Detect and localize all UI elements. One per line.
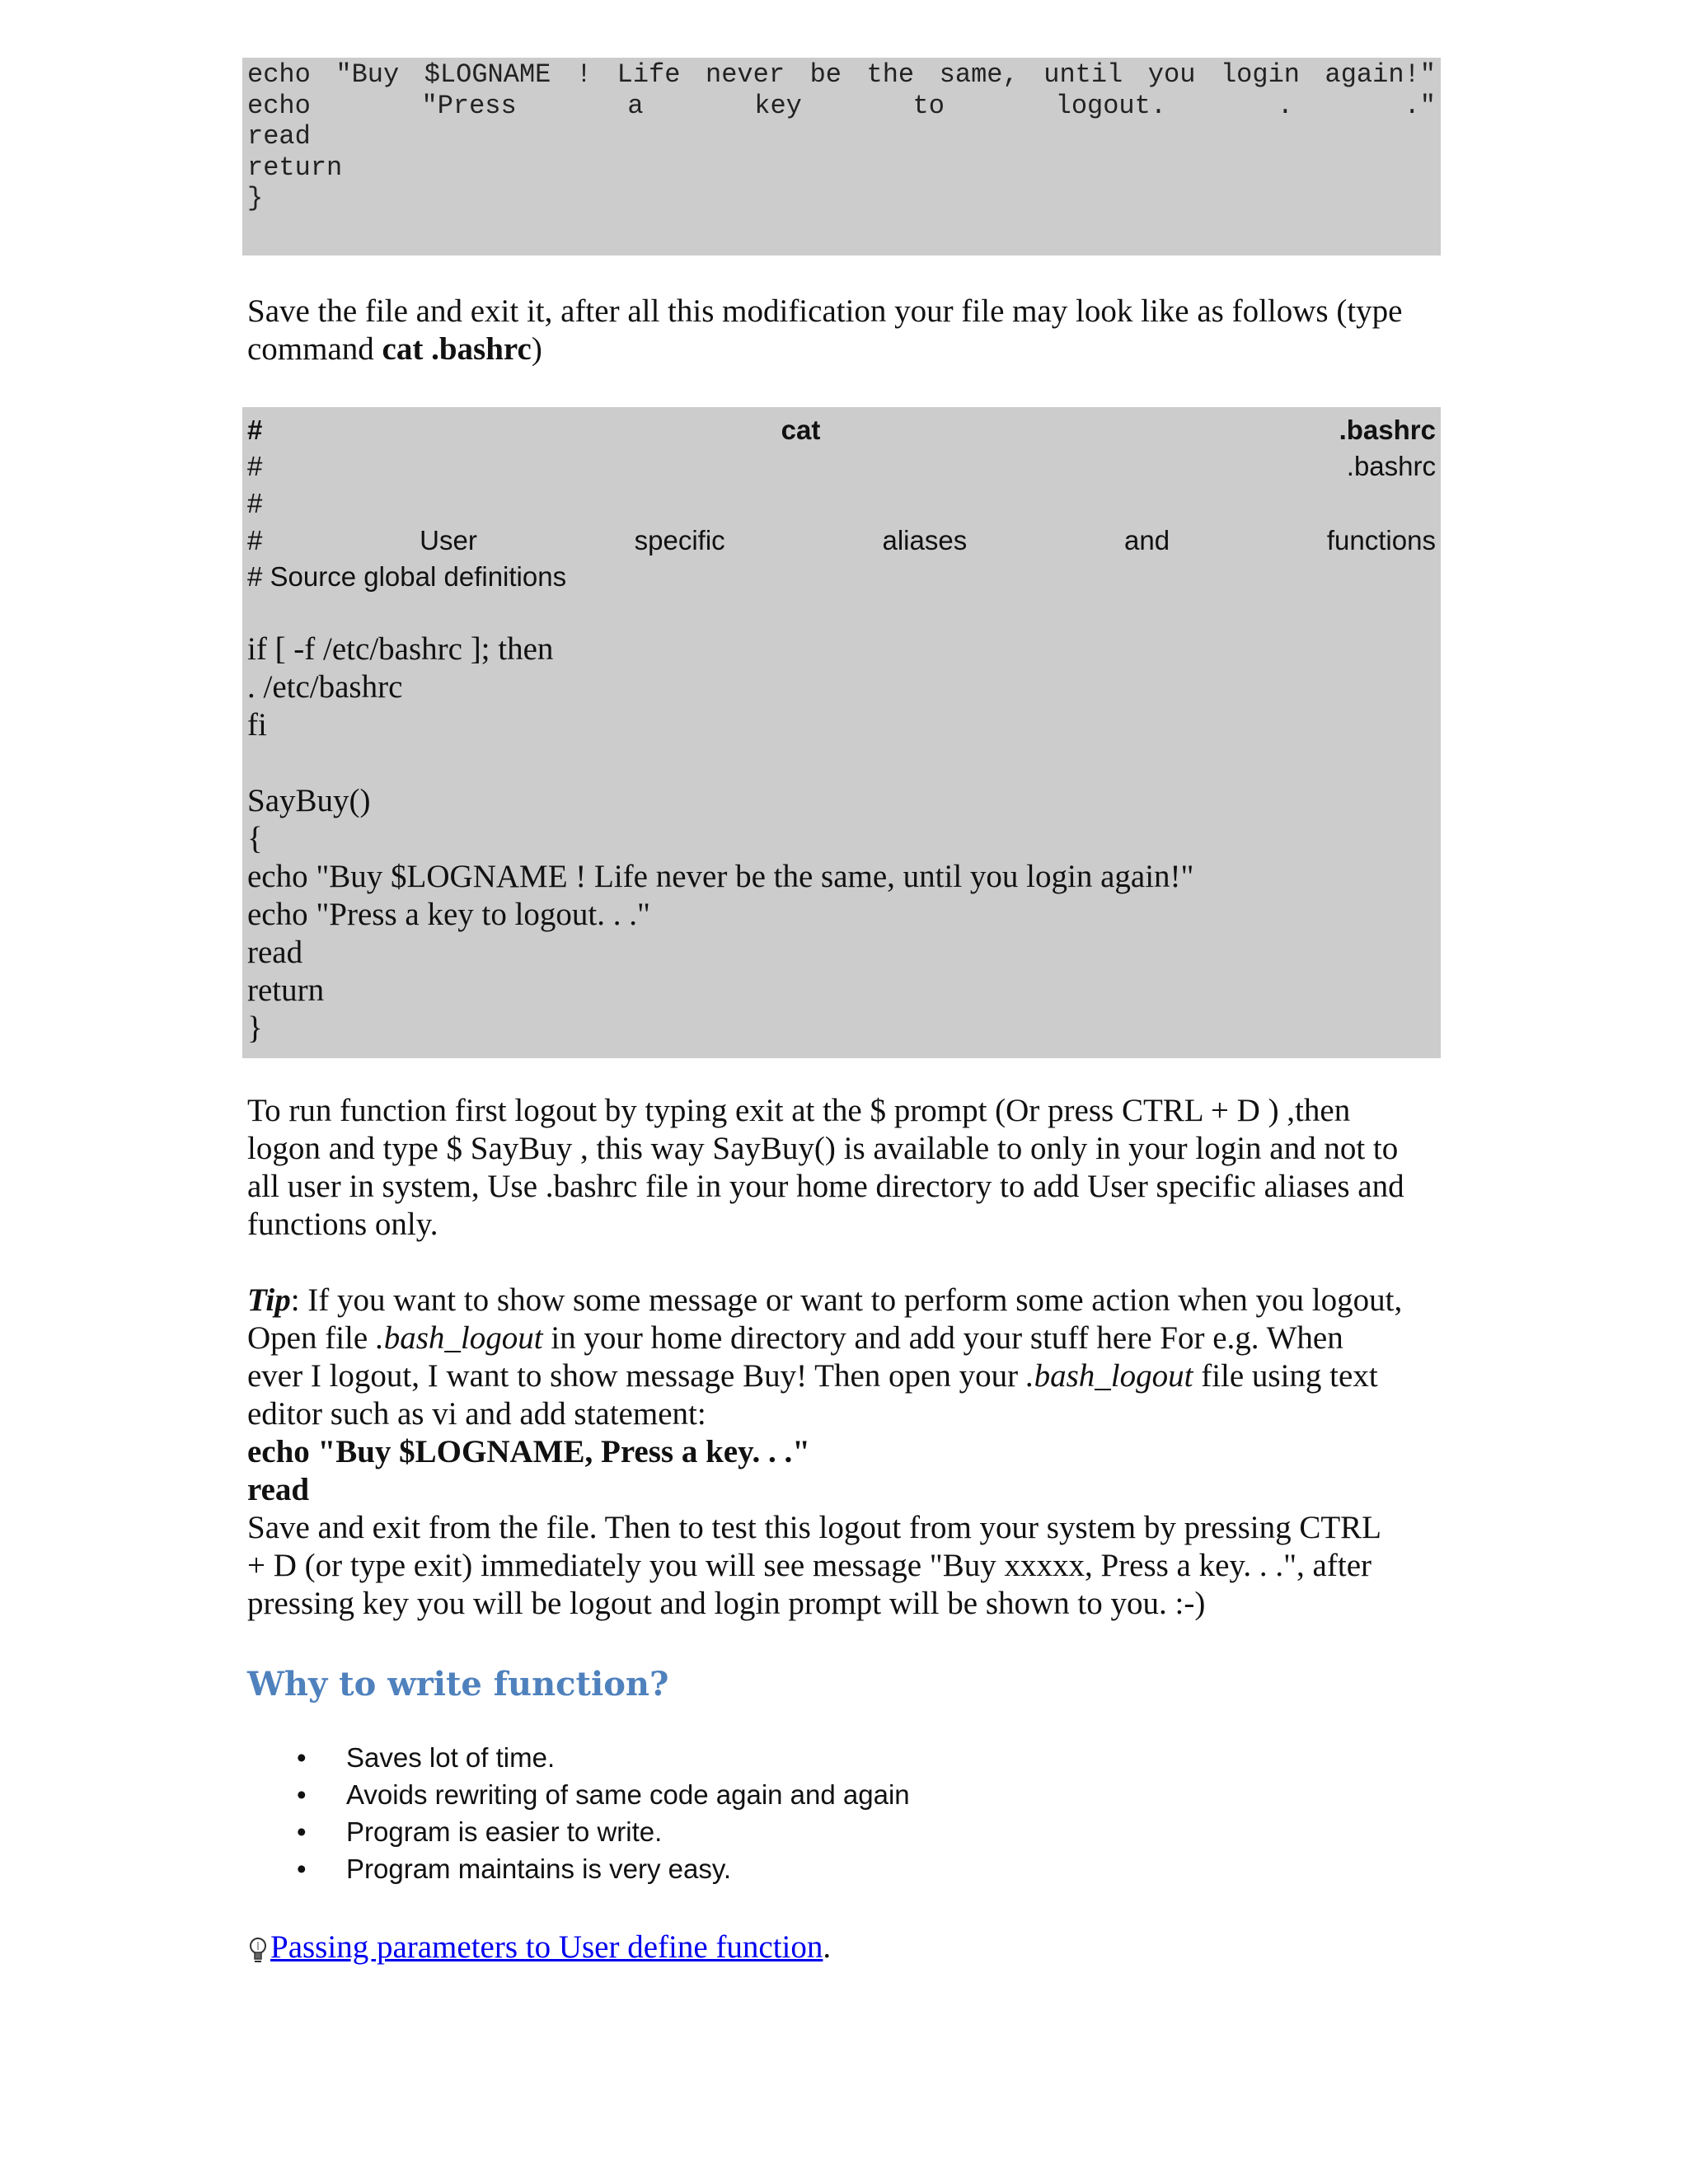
code-word: be xyxy=(809,59,842,90)
list-item xyxy=(247,1813,1401,1850)
paragraph-line xyxy=(247,330,1442,368)
comment-word: User xyxy=(420,525,477,555)
code-line-2 xyxy=(247,91,1436,122)
paragraph-line: logon and type $ SayBuy , this way SayBuy() is available to only in your login and not to xyxy=(247,1131,1399,1166)
section-heading: Why to write function? xyxy=(247,1665,669,1704)
filename: .bash_logout xyxy=(375,1320,543,1356)
code-word: a xyxy=(627,90,644,121)
code-word: "Buy xyxy=(335,59,400,90)
code-word: never xyxy=(706,59,785,90)
bullet-icon: • xyxy=(297,1854,307,1884)
code-line: if [ -f /etc/bashrc ]; then xyxy=(247,631,554,667)
paragraph-line: Save and exit from the file. Then to test this logout from your system by pressing CTRL xyxy=(247,1510,1382,1545)
code-word: . xyxy=(1277,90,1293,121)
code-word: echo xyxy=(247,59,311,90)
paragraph-line: Save the file and exit it, after all this modification your file may look like as follows (type xyxy=(247,293,1403,329)
comment-word: .bashrc xyxy=(1339,415,1436,445)
code-word: ." xyxy=(1404,90,1436,121)
list-item xyxy=(247,1850,1401,1887)
paragraph-line: To run function first logout by typing exit at the $ prompt (Or press CTRL + D ) ,then xyxy=(247,1093,1351,1128)
comment-row-5: # Source global definitions xyxy=(247,561,567,592)
code-word: the xyxy=(866,59,915,90)
paragraph-line: functions only. xyxy=(247,1207,438,1242)
code-word: again!" xyxy=(1325,59,1436,90)
code-word: "Press xyxy=(421,90,517,121)
passing-parameters-link[interactable]: Passing parameters to User define function xyxy=(270,1929,823,1965)
comment-word: aliases xyxy=(882,525,968,555)
code-line: { xyxy=(247,821,263,856)
link-line xyxy=(247,1927,831,1968)
paragraph-line: pressing key you will be logout and login prompt will be shown to you. :-) xyxy=(247,1586,1206,1621)
code-line-1 xyxy=(247,59,1436,91)
paragraph-line xyxy=(247,1319,1442,1357)
text-run: Open file xyxy=(247,1320,376,1356)
paragraph-save-file xyxy=(247,293,1442,368)
filename: .bash_logout xyxy=(1025,1358,1193,1394)
text-run: command xyxy=(247,331,382,367)
tip-paragraph xyxy=(247,1282,1442,1623)
comment-row-2 xyxy=(247,450,1436,483)
code-word: ! xyxy=(575,59,593,90)
bulb-icon-svg xyxy=(247,1936,269,1964)
code-word: you xyxy=(1147,59,1196,90)
code-line: return xyxy=(247,972,325,1008)
code-word: same, xyxy=(939,59,1019,90)
code-line: fi xyxy=(247,707,267,743)
code-word: key xyxy=(754,90,802,121)
code-line: } xyxy=(247,1010,263,1046)
code-word: $LOGNAME xyxy=(424,59,551,90)
tip-code-line: read xyxy=(247,1472,310,1507)
bullet-icon: • xyxy=(297,1742,307,1773)
list-item-text: Avoids rewriting of same code again and again xyxy=(346,1779,910,1810)
tip-code-line: echo "Buy $LOGNAME, Press a key. . ." xyxy=(247,1434,810,1469)
link-suffix: . xyxy=(823,1929,832,1965)
code-block-1 xyxy=(242,58,1441,255)
comment-row-4 xyxy=(247,524,1436,557)
paragraph-run-function xyxy=(247,1092,1442,1244)
list-item-text: Program is easier to write. xyxy=(346,1816,663,1847)
bulb-icon xyxy=(247,1933,269,1961)
inline-command: cat .bashrc xyxy=(382,331,532,367)
text-run: in your home directory and add your stuff here For e.g. When xyxy=(542,1320,1343,1356)
comment-word: # xyxy=(247,415,263,445)
list-item xyxy=(247,1776,1401,1813)
comment-word: functions xyxy=(1326,525,1436,555)
paragraph-line: all user in system, Use .bashrc file in your home directory to add User specific aliases and xyxy=(247,1169,1404,1204)
bullet-icon: • xyxy=(297,1816,307,1847)
code-block-2 xyxy=(242,407,1441,1058)
comment-word: specific xyxy=(634,525,725,555)
paragraph-line: editor such as vi and add statement: xyxy=(247,1396,706,1432)
bullet-list xyxy=(247,1739,1401,1887)
text-run: ) xyxy=(531,331,542,367)
code-word: to xyxy=(912,90,945,121)
comment-word: and xyxy=(1124,525,1170,555)
list-item-text: Saves lot of time. xyxy=(346,1742,556,1773)
comment-word: # xyxy=(247,451,263,481)
comment-word: cat xyxy=(781,415,821,445)
code-line: echo "Press a key to logout. . ." xyxy=(247,897,650,932)
paragraph-line xyxy=(247,1357,1442,1395)
code-line: SayBuy() xyxy=(247,783,371,818)
comment-word: # xyxy=(247,525,263,555)
code-line: echo "Buy $LOGNAME ! Life never be the same, until you login again!" xyxy=(247,859,1194,894)
code-line-3: read xyxy=(247,121,311,152)
paragraph-line xyxy=(247,1282,1442,1319)
paragraph-line: + D (or type exit) immediately you will see message "Buy xxxxx, Press a key. . .", after xyxy=(247,1548,1372,1583)
tip-label: Tip xyxy=(247,1282,291,1318)
code-word: Life xyxy=(617,59,681,90)
code-line-5: } xyxy=(247,183,264,214)
text-run: ever I logout, I want to show message Buy! Then open your xyxy=(247,1358,1026,1394)
text-run: : If you want to show some message or want to perform some action when you logout, xyxy=(290,1282,1403,1318)
code-line: . /etc/bashrc xyxy=(247,669,403,705)
text-run: file using text xyxy=(1193,1358,1378,1394)
bullet-icon: • xyxy=(297,1779,307,1810)
list-item-text: Program maintains is very easy. xyxy=(346,1854,732,1884)
code-line: read xyxy=(247,935,303,970)
comment-row-1 xyxy=(247,414,1436,447)
code-word: logout. xyxy=(1055,90,1167,121)
code-line-4: return xyxy=(247,152,343,183)
comment-row-3: # xyxy=(247,488,263,518)
list-item xyxy=(247,1739,1401,1776)
code-word: login xyxy=(1220,59,1300,90)
comment-word: .bashrc xyxy=(1346,451,1436,481)
code-word: until xyxy=(1043,59,1123,90)
code-word: echo xyxy=(247,90,311,121)
